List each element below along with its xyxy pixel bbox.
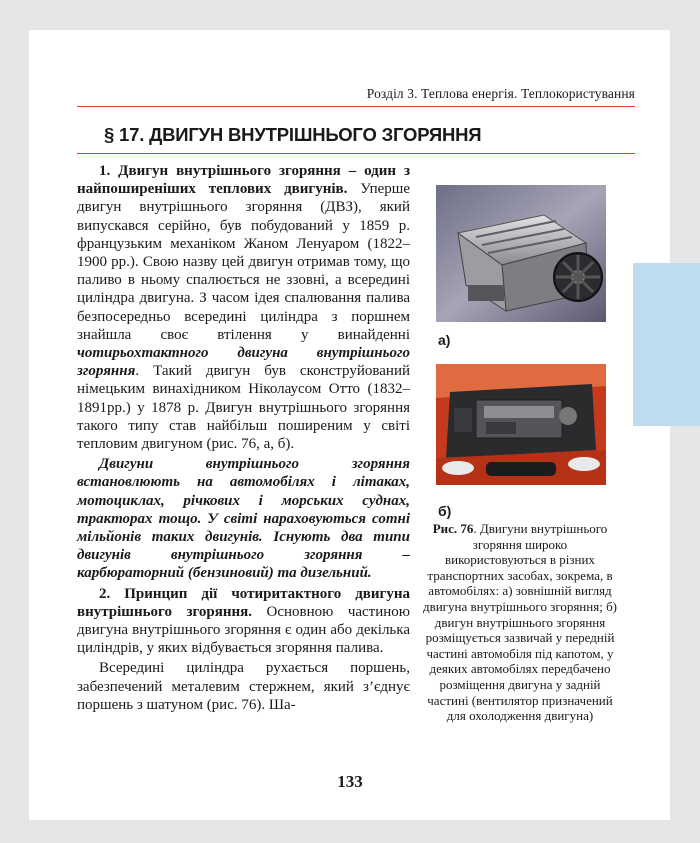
running-header: Розділ 3. Теплова енергія. Теплокористування: [366, 86, 635, 101]
engine-photo: [436, 185, 606, 322]
paragraph-3-lead: 2. Принцип дії чотиритактного двигуна внутрішнього згоряння.: [77, 585, 410, 620]
engine-bay-photo: [436, 364, 606, 485]
paragraph-1-emphasis: чотирьохтактного двигуна внутрішнього згоряння: [77, 345, 410, 380]
paragraph-4: Всередині циліндра рухається поршень, забезпечений металевим стержнем, який з’єднує поршень з шатуном (рис. 76). Ша-: [77, 660, 410, 713]
figure-caption: [422, 521, 618, 724]
caption-text: . Двигуни внутрішнього згоряння широко використовуються в різних транспортних засобах, зокрема, в автомобілях: а) зовнішній вигляд двигуна внутрішнього згоряння; б) двигун внутрішнього згоряння розміщується зазвичай у передній частині автомобіля під капотом, у деяких автомобілях передбачено розміщення двигуна у задній частині (вентилятор призначений для охолодження двигуна): [422, 521, 618, 724]
paragraph-3-text: Основною частиною двигуна внутрішнього згоряння є один або декілька циліндрів, у яких відбувається згоряння палива.: [77, 603, 410, 657]
paragraph-2: Двигуни внутрішнього згоряння встановлюють на автомобілях і літаках, мотоциклах, річкових і морських суднах, тракторах тощо. У світі нараховуються сотні мільйонів таких двигунів. Існують два типи двигунів внутрішнього згоряння – карбюраторний (бензиновий) та дизельний.: [77, 456, 410, 582]
photo-a-label: а): [438, 332, 451, 348]
paragraph-1-tail: . Такий двигун був сконструйований німецьким винахідником Ніколаусом Отто (1832–1891рр.) у 1878 р. Двигун внутрішнього згоряння такого типу став найбільш поширеним у світі тепловим двигуном (рис. 76, а, б).: [77, 363, 410, 453]
section-title: § 17. ДВИГУН ВНУТРІШНЬОГО ЗГОРЯННЯ: [104, 124, 482, 145]
title-rule: [77, 153, 635, 154]
paragraph-3: [77, 585, 410, 658]
paragraph-1-lead: 1. Двигун внутрішнього згоряння – один з найпоширеніших теплових двигунів.: [77, 163, 410, 198]
caption-label: Рис. 76: [432, 521, 474, 536]
side-tab-marker: [633, 263, 700, 426]
photo-b-label: б): [438, 503, 452, 519]
page-number: 133: [337, 772, 363, 791]
header-rule: [77, 106, 635, 107]
paragraph-1: [77, 162, 410, 453]
paragraph-1-text: Уперше двигун внутрішнього згоряння (ДВЗ), який випускався серійно, був побудований у 1859 р. французьким механіком Жаном Ленуаром (1822–1900 рр.). Свою назву цей двигун отримав тому, що паливо в ньому спалюється не ззовні, а всередині циліндра двигуна. З часом ідея спалювання палива безпосередньо всередині циліндра з поршнем знайшла своє втілення у винайденні: [77, 181, 410, 343]
main-text-column: [77, 162, 410, 714]
